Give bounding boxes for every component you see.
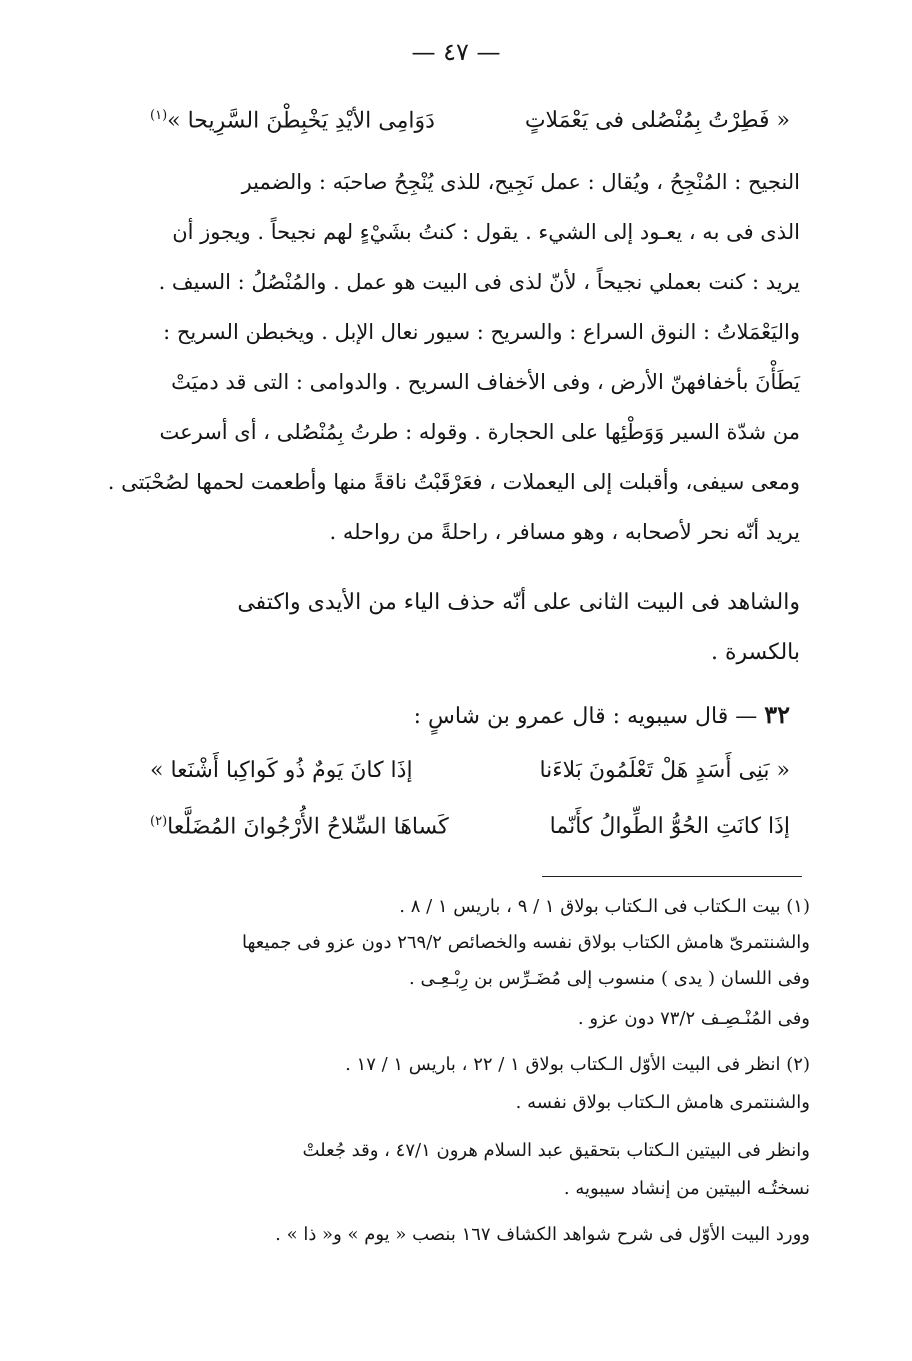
commentary-line: يريد أنّه نحر لأصحابه ، وهو مسافر ، راحلةً من رواحله . — [329, 520, 800, 544]
commentary-line: يريد : كنت بعملي نجيحاً ، لأنّ لذى فى البيت هو عمل . والمُنْصُلُ : السيف . — [158, 270, 800, 294]
verse-2-hemistich-left: إذَا كانَ يَومٌ ذُو كَواكِبا أَشْنَعا » — [150, 758, 413, 783]
commentary-line: من شدّة السير وَوَطْئِها على الحجارة . وقوله : طرتُ بِمُنْصُلى ، أى أسرعت — [159, 420, 800, 444]
section-intro: — قال سيبويه : قال عمرو بن شاسٍ : — [413, 704, 758, 729]
footnote-line: (١) بيت الـكتاب فى الـكتاب بولاق ١ / ٩ ، باريس ١ / ٨ . — [399, 896, 810, 917]
verse-1 — [150, 108, 790, 133]
witness-line: والشاهد فى البيت الثانى على أنّه حذف الياء من الأيدى واكتفى — [237, 590, 800, 615]
verse-3-hemistich-left: كَساهَا السِّلاحُ الأُرْجُوانَ المُضَلَّعا$^{(٢)}$ — [150, 814, 449, 840]
verse-1-hemistich-left: دَوَامِى الأيْدِ يَخْبِطْنَ السَّرِيحا »$^{(١)}$ — [150, 108, 435, 134]
section-32-heading — [150, 700, 790, 729]
footnote-line: وفى المُنْـصِـف ٧٣/٢ دون عزو . — [577, 1008, 810, 1029]
verse-3 — [150, 814, 790, 839]
footnote-line: والشنتمرى هامش الـكتاب بولاق نفسه . — [515, 1092, 810, 1113]
footnote-mark-2: (٢) — [150, 814, 168, 829]
verse-2-hemistich-right: « بَنِى أَسَدٍ هَلْ تَعْلَمُونَ بَلاءَنا — [539, 758, 790, 783]
commentary-line: النجيح : المُنْجِحُ ، ويُقال : عمل نَجِيح، للذى يُنْجِحُ صاحبَه : والضمير — [241, 170, 800, 194]
footnote-line: وورد البيت الأوّل فى شرح شواهد الكشاف ١٦٧ بنصب « يوم » و« ذا » . — [275, 1224, 810, 1245]
commentary-line: يَطَأْنَ بأخفافهنّ الأرض ، وفى الأخفاف السريح . والدوامى : التى قد دميَتْ — [171, 370, 800, 394]
section-number: ٣٢ — [764, 700, 790, 729]
commentary-line: ومعى سيفى، وأقبلت إلى اليعملات ، فعَرْقَبْتُ ناقةً منها وأطعمت لحمها لصُحْبَتى . — [107, 470, 800, 494]
footnote-line: وفى اللسان ( يدى ) منسوب إلى مُضَـرِّس بن رِبْـعِـى . — [409, 968, 810, 989]
verse-3-hemistich-right: إذَا كانَتِ الحُوُّ الطِّوالُ كأَنّما — [549, 814, 790, 839]
footnote-line: وانظر فى البيتين الـكتاب بتحقيق عبد السلام هرون ٤٧/١ ، وقد جُعلتْ — [302, 1140, 810, 1161]
verse-2 — [150, 758, 790, 783]
footnote-line: (٢) انظر فى البيت الأوّل الـكتاب بولاق ١ / ٢٢ ، باريس ١ / ١٧ . — [345, 1054, 810, 1075]
page-number: — ٤٧ — — [411, 38, 501, 66]
footnote-mark-1: (١) — [150, 108, 168, 123]
witness-line: بالكسرة . — [711, 640, 800, 665]
footnote-line: والشنتمرىّ هامش الكتاب بولاق نفسه والخصائص ٢٦٩/٢ دون عزو فى جميعها — [242, 932, 810, 953]
commentary-line: واليَعْمَلاتُ : النوق السراع : والسريح : سيور نعال الإبل . ويخبطن السريح : — [163, 320, 800, 344]
footnote-divider — [542, 876, 802, 877]
footnote-line: نسختُـه البيتين من إنشاد سيبويه . — [563, 1178, 810, 1199]
verse-1-hemistich-right: « فَطِرْتُ بِمُنْصُلى فى يَعْمَلاتٍ — [524, 108, 790, 133]
commentary-line: الذى فى به ، يعـود إلى الشيء . يقول : كنتُ بشَيْءٍ لهم نجيحاً . ويجوز أن — [172, 220, 800, 244]
